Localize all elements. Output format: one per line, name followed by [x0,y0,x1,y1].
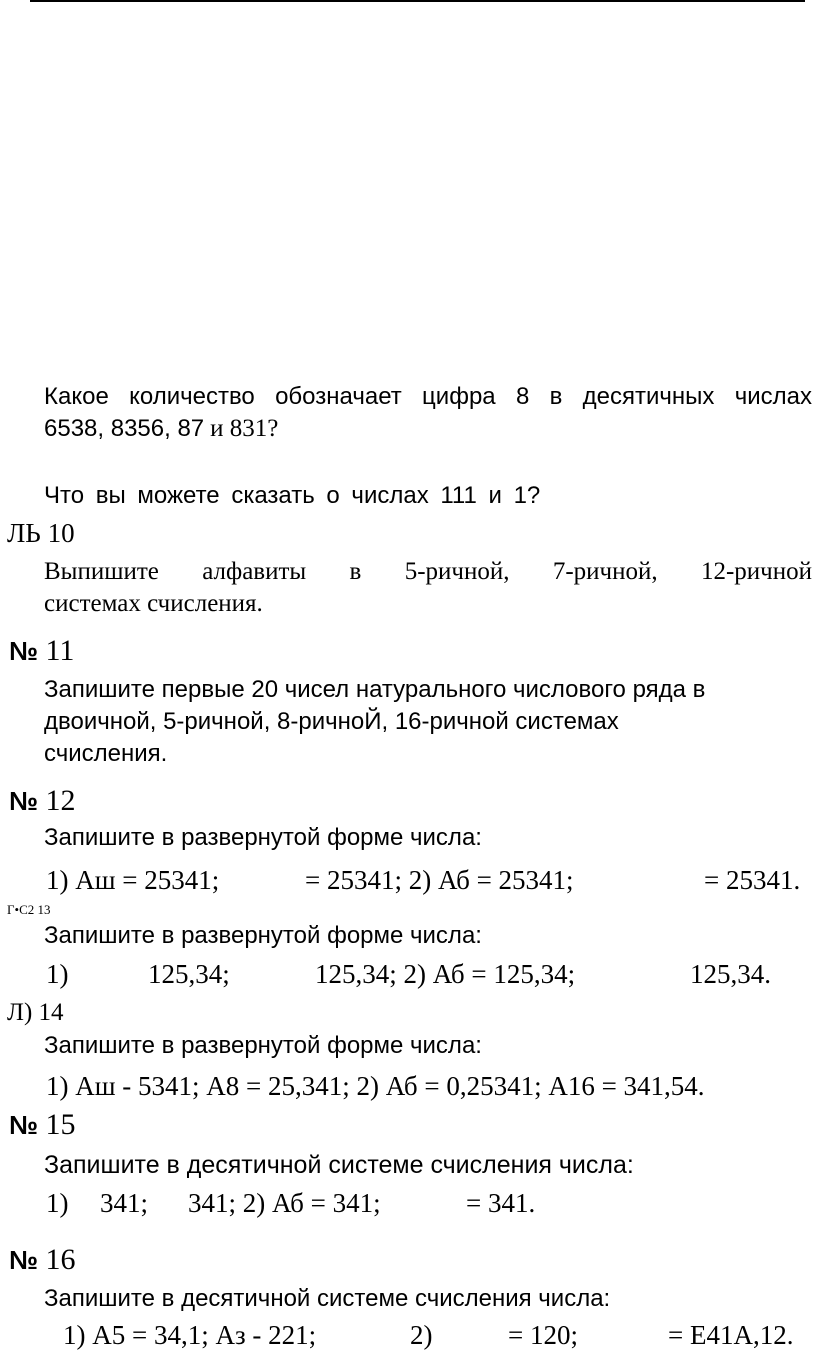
task-12-heading [9,784,75,818]
task-16-instruction: Запишите в десятичной системе счисления числа: [44,1285,611,1312]
task-15-part-3: 341; 2) Аб = 341; [188,1188,381,1218]
q-eight-tail: и 831? [210,415,279,442]
task-15-part-4: = 341. [466,1188,536,1218]
task-11-number: 11 [45,634,75,667]
task-15-expression-row [0,1187,816,1221]
task-12-number: 12 [45,784,76,817]
task-10-line2: системах счисления. [44,590,263,617]
task-11-line1: Запишите первые 20 чисел натурального числового ряда в [44,676,706,703]
task-16-part-4: = Е41А,12. [668,1320,794,1350]
task-14-instruction: Запишите в развернутой форме числа: [44,1032,482,1059]
task-12-part-3: = 25341. [704,865,801,895]
task-16-sign: № [9,1245,38,1275]
q-eight-numbers: 6538, 8356, 87 [44,415,205,442]
task-14-number: Л) 14 [7,999,64,1026]
task-13-number: Г•С2 13 [7,902,51,917]
task-11-line2: двоичной, 5-ричной, 8-ричноЙ, 16-ричной системах [44,708,619,735]
task-16-part-1: 1) А5 = 34,1; Аз - 221; [63,1320,317,1350]
task-14-expression: 1) Аш - 5341; А8 = 25,341; 2) Аб = 0,25341; А16 = 341,54. [46,1071,705,1101]
q-eight-line2 [44,413,278,445]
q-eight-line1: Какое количество обозначает цифра 8 в десятичных числах [44,383,812,410]
task-12-instruction: Запишите в развернутой форме числа: [44,824,482,851]
task-12-sign: № [9,786,38,816]
task-15-number: 15 [45,1108,76,1141]
task-13-expression-row [0,958,816,992]
task-16-number: 16 [45,1243,76,1276]
task-13-part-1: 1) [46,959,69,989]
task-15-sign: № [9,1110,38,1140]
task-13-instruction: Запишите в развернутой форме числа: [44,922,482,949]
task-16-part-2: 2) [410,1320,433,1350]
task-11-line3: счисления. [44,740,168,767]
task-13-part-4: 125,34. [690,959,771,989]
task-12-part-2: = 25341; 2) Аб = 25341; [305,865,574,895]
task-15-instruction: Запишите в десятичной системе счисления числа: [44,1151,634,1179]
task-15-heading [9,1108,75,1142]
task-16-expression-row [0,1319,816,1353]
task-11-sign: № [9,636,38,666]
task-10-number: ЛЬ 10 [7,518,75,548]
task-13-part-2: 125,34; [148,959,230,989]
q-111-text: Что вы можете сказать о числах 111 и 1? [44,482,541,509]
task-10-line1: Выпишите алфавиты в 5-ричной, 7-ричной, 12-ричной [44,558,812,585]
task-11-heading [9,634,74,668]
task-12-expression-row [0,864,816,898]
task-15-part-1: 1) [46,1188,69,1218]
task-16-heading [9,1243,75,1277]
task-16-part-3: = 120; [508,1320,578,1350]
page-top-rule [30,0,805,2]
task-15-part-2: 341; [100,1188,149,1218]
task-12-part-1: 1) Аш = 25341; [46,865,220,895]
task-13-part-3: 125,34; 2) Аб = 125,34; [315,959,576,989]
